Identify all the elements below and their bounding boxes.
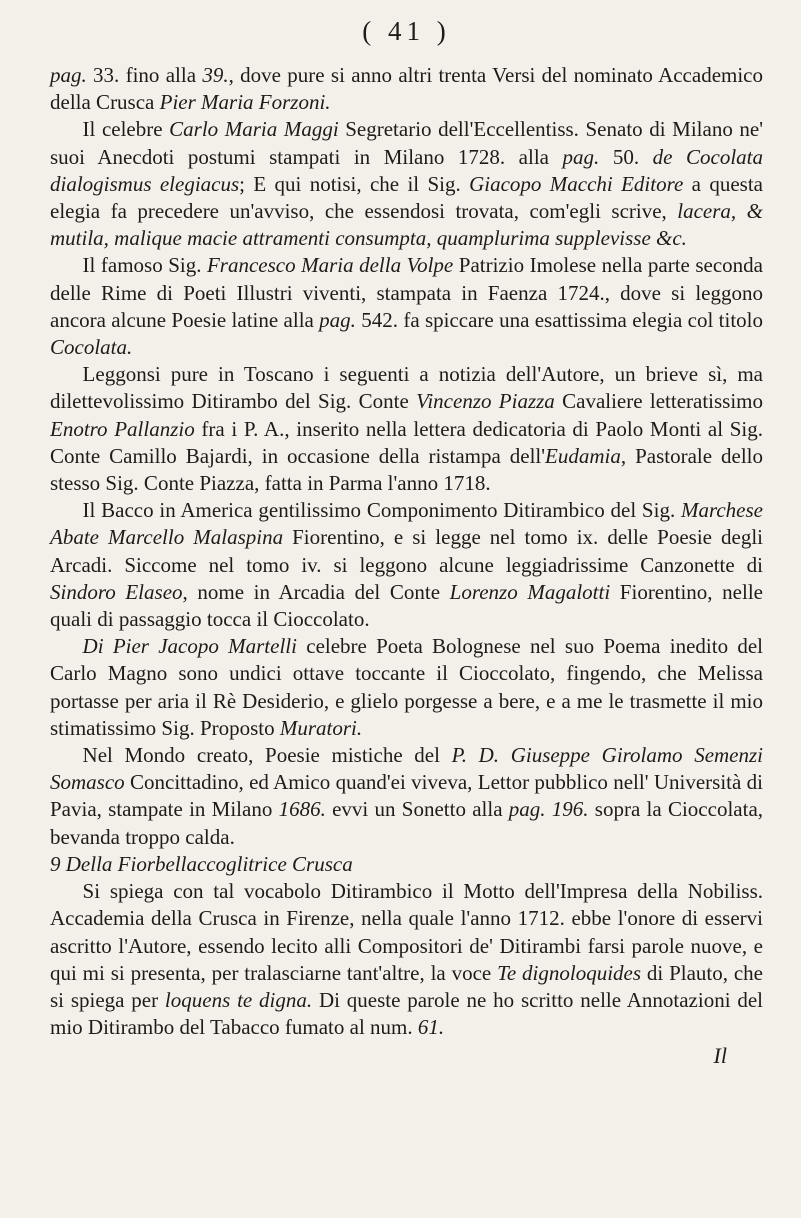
italic-text: Pier Maria Forzoni.	[159, 90, 331, 115]
text-run: , nome in Arcadia del Conte	[182, 579, 450, 604]
page-body	[50, 62, 763, 1041]
italic-text: 61.	[417, 1015, 445, 1040]
italic-text: de Cocolata dialogismus elegiacus	[50, 144, 763, 196]
paragraph	[50, 361, 763, 497]
text-run: Fiorentino, e si legge nel tomo ix. delle Poesie degli Arcadi. Siccome nel tomo iv. si leggono alcune leggiadrissime Canzonette di	[50, 525, 764, 577]
page-number: ( 41 )	[362, 16, 451, 46]
paragraph	[50, 116, 763, 252]
italic-text: 9	[50, 851, 61, 876]
text-run: Di queste parole ne ho scritto nelle Annotazioni del mio Ditirambo del Tabacco fumato al num.	[50, 987, 763, 1040]
italic-text: 196.	[551, 797, 589, 822]
italic-text: P. D. Giuseppe Girolamo Semenzi Somasco	[50, 743, 764, 795]
text-run: Si spiega con tal vocabolo Ditirambico il Motto dell'Impresa della Nobiliss. Accademia della Crusca in Firenze, nella quale l'anno 1712. ebbe l'onore di esservi ascritto l'Autore, essendo lecito alli Compositori de' Ditirambi farsi parole nuove, e qui mi si presenta, per tralasciarne tant'altre, la voce	[50, 879, 763, 985]
italic-text: Cocolata.	[50, 335, 133, 360]
italic-text: pag.	[319, 307, 356, 332]
italic-text: Francesco Maria della Volpe	[206, 253, 454, 278]
text-run: Il celebre	[82, 117, 170, 142]
text-run: Concittadino, ed Amico quand'ei viveva, Lettor pubblico nell' Università di Pavia, stampate in Milano	[50, 770, 763, 822]
text-run: Cavaliere letteratissimo	[554, 389, 764, 414]
italic-text: Te dignoloquides	[497, 960, 642, 985]
paragraph	[50, 497, 763, 633]
italic-text: Lorenzo Magalotti	[449, 579, 611, 604]
text-run: Patrizio Imolese nella parte seconda delle Rime di Poeti Illustri viventi, stampata in Faenza 1724., dove si leggono ancora alcune Poesie latine alla	[50, 253, 763, 332]
paragraph	[50, 878, 763, 1041]
text-run: Leggonsi pure in Toscano i seguenti a notizia dell'Autore, un brieve sì, ma dilettevolissimo Ditirambo del Sig. Conte	[50, 362, 763, 414]
text-run: , dove pure si anno altri trenta Versi del nominato Accademico della Crusca	[50, 63, 764, 115]
text-run: 50.	[599, 144, 653, 169]
catchword: Il	[713, 1043, 727, 1069]
text-run: ; E qui notisi, che il Sig.	[239, 171, 470, 196]
text-run: Nel Mondo creato, Poesie mistiche del	[82, 743, 452, 768]
paragraph	[50, 62, 763, 116]
italic-text: Eudamia	[545, 443, 621, 468]
text-run: Fiorentino, nelle quali di passaggio tocca il Cioccolato.	[50, 579, 763, 632]
text-run: 33. fino alla	[86, 63, 203, 87]
text-run: evvi un Sonetto alla	[325, 797, 509, 822]
italic-text: Giacopo Macchi Editore	[469, 171, 684, 196]
italic-text: pag.	[50, 63, 87, 87]
paragraph	[50, 252, 763, 361]
paragraph	[50, 742, 763, 851]
text-run: a questa elegia fa precedere un'avviso, che essendosi trovata, com'egli scrive,	[50, 171, 763, 224]
italic-text: Di Pier Jacopo Martelli	[82, 634, 297, 659]
text-run: , Pastorale dello stesso Sig. Conte Piazza, fatta in Parma l'anno 1718.	[50, 443, 763, 496]
italic-text: Enotro Pallanzio	[50, 416, 195, 441]
italic-text: 39.	[202, 63, 229, 87]
italic-text: Marchese Abate Marcello Malaspina	[50, 498, 763, 550]
text-run: Il Bacco in America gentilissimo Componimento Ditirambico del Sig.	[82, 498, 681, 523]
italic-text: Vincenzo Piazza	[416, 389, 555, 414]
italic-text: loquens te digna.	[164, 987, 313, 1012]
italic-text: Sindoro Elaseo	[50, 579, 183, 604]
paragraph	[50, 851, 763, 878]
text-run: sopra la Cioccolata, bevanda troppo calda.	[50, 797, 764, 849]
paragraph	[50, 633, 763, 742]
italic-text: lacera, & mutila, malique macie attramenti consumpta, quamplurima supplevisse &c.	[50, 199, 764, 251]
text-run: Il famoso Sig.	[82, 253, 207, 278]
text-run: 542. fa spiccare una esattissima elegia col titolo	[355, 307, 763, 332]
text-run: fra i P. A., inserito nella lettera dedicatoria di Paolo Monti al Sig. Conte Camillo Bajardi, in occasione della ristampa dell'	[50, 416, 763, 468]
italic-text: pag.	[562, 144, 600, 169]
text-run: di Plauto, che si spiega per	[50, 960, 763, 1012]
italic-text: Muratori.	[279, 715, 363, 740]
text-run: celebre Poeta Bolognese nel suo Poema inedito del Carlo Magno sono undici ottave toccante il Cioccolato, fingendo, che Melissa portasse per aria il Rè Desiderio, e glielo porgesse a bere, e a me le trasmette il mio stimatissimo Sig. Proposto	[50, 634, 764, 740]
italic-text: Carlo Maria Maggi	[169, 117, 339, 142]
italic-text: 1686.	[278, 797, 326, 822]
text-run: Segretario dell'Eccellentiss. Senato di Milano ne' suoi Anecdoti postumi stampati in Milano 1728. alla	[50, 117, 763, 169]
italic-text: Della Fiorbellaccoglitrice Crusca	[65, 851, 353, 876]
italic-text: pag.	[508, 797, 546, 822]
